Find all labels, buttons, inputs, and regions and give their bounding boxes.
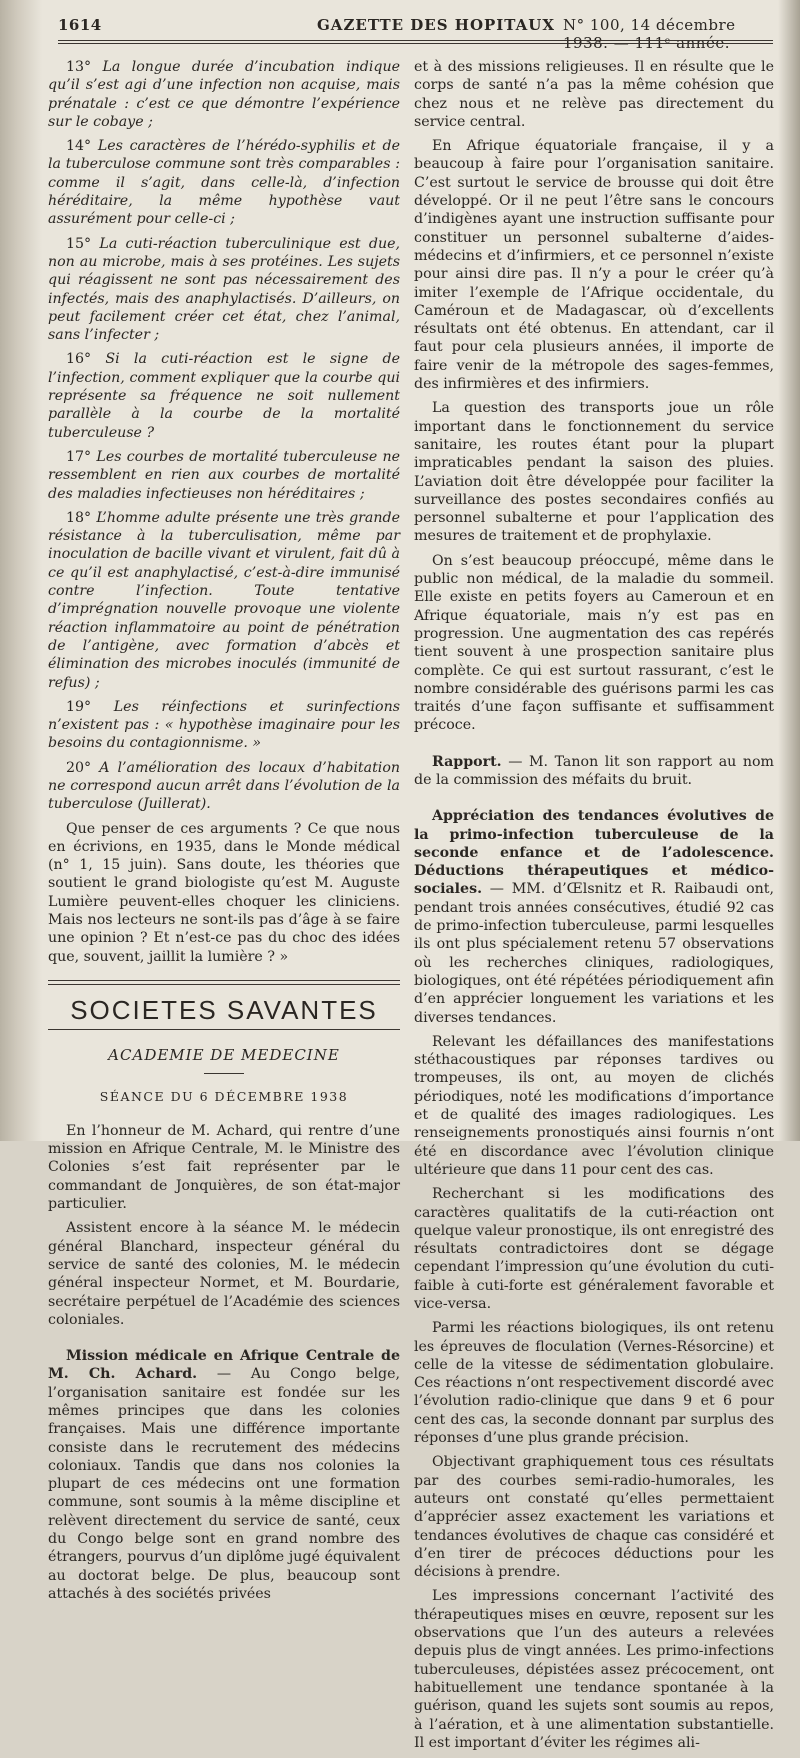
- paragraph: Objectivant graphiquement tous ces résultats par des courbes semi-radio-humorales, les auteurs ont constaté qu’elles permettaient d’apprécier assez exactement les variations et tendances évolutives de chaque cas considéré et d’en tirer de précoces déductions pour les décisions à prendre.: [414, 1454, 774, 1581]
- paragraph: Recherchant si les modifications des caractères qualitatifs de la cuti-réaction ont quelque valeur pronostique, ils ont enregistré des résultats contradictoires dont se dégage cependant l’impression qu’une évolution du cuti-faible à cuti-forte est généralement favorable et vice-versa.: [414, 1186, 774, 1312]
- paragraph: Parmi les réactions biologiques, ils ont retenu les épreuves de floculation (Vernes-Résorcine) et celle de la vitesse de sédimentation globulaire. Ces réactions n’ont respectivement discordé avec l’évolution radio-clinique que dans 9 et 6 pour cent des cas, la seconde donnant par surplus des réponses d’une plus grande précision.: [414, 1320, 774, 1447]
- section-rule: [48, 980, 400, 985]
- journal-title: GAZETTE DES HOPITAUX: [317, 16, 556, 34]
- list-item: 18° L’homme adulte présente une très grande résistance à la tuberculisation, même par inoculation de bacille vivant et virulent, fait dû à ce qu’il est anaphylactisé, c’est-à-dire immunisé contre l’infection. Toute tentative d’imprégnation nouvelle provoque une violente réaction inflammatoire au point de pénétration de l’antigène, avec formation d’abcès et élimination des microbes inoculés (immunité de refus) ;: [48, 509, 401, 691]
- rapport-heading: Rapport.: [432, 753, 502, 770]
- list-item: 16° Si la cuti-réaction est le signe de l’infection, comment expliquer que la courbe qui représente sa fréquence ne soit nullement parallèle à la courbe de la mortalité tuberculeuse ?: [48, 351, 400, 441]
- mission-paragraph: Mission médicale en Afrique Centrale de M. Ch. Achard. — Au Congo belge, l’organisation sanitaire est fondée sur les mêmes principes que dans les colonies françaises. Mais une différence importante consiste dans le recrutement des médecins coloniaux. Tandis que dans nos colonies la plupart de ces médecins ont une formation commune, sont soumis à la même discipline et relèvent directement du service de santé, ceux du Congo belge sont en grand nombre des étrangers, pourvus d’un diplôme jugé équivalent au doctorat belge. De plus, beaucoup sont attachés à des sociétés privées: [48, 1348, 400, 1602]
- paragraph: Relevant les défaillances des manifestations stéthacoustiques par réponses tardives ou trompeuses, ils ont, au moyen de clichés périodiques, noté les modifications d’importance et de qualité des images radiologiques. Les renseignements pronostiqués ainsi fournis n’ont été en discordance avec l’évolution clinique ultérieure que dans 11 pour cent des cas.: [414, 1033, 774, 1178]
- section-rule-bottom: [48, 1029, 400, 1030]
- list-item: 15° La cuti-réaction tuberculinique est due, non au microbe, mais à ses protéines. Les sujets qui réagissent ne sont pas nécessairement des infectés, mais des anaphylactisés. D’ailleurs, on peut facilement créer cet état, chez l’animal, sans l’infecter ;: [48, 235, 400, 344]
- short-rule: [204, 1073, 244, 1074]
- running-header: [58, 10, 773, 52]
- issue-info: N° 100, 14 décembre 1938. — 111ᵉ année.: [563, 16, 736, 52]
- paragraph: Les impressions concernant l’activité des thérapeutiques mises en œuvre, reposent sur les observations que l’un des auteurs a relevées depuis plus de vingt années. Les primo-infections tuberculeuses, dépistées assez précocement, ont habituellement une tendance spontanée à la guérison, quand les sujets sont soumis au repos, à l’aération, et à une alimentation substantielle. Il est important d’éviter les régimes ali-: [414, 1588, 774, 1751]
- paragraph: et à des missions religieuses. Il en résulte que le corps de santé n’a pas la même cohésion que chez nous et ne relève pas directement du service central.: [414, 59, 774, 130]
- page-gutter-shadow: [0, 0, 42, 1141]
- closing-paragraph: Que penser de ces arguments ? Ce que nous en écrivions, en 1935, dans le Monde médical (n° 1, 15 juin). Sans doute, les théories que soutient le grand biologiste qu’est M. Auguste Lumière peuvent-elles choquer les cliniciens. Mais nos lecteurs ne sont-ils pas d’âge à se faire une opinion ? Et n’est-ce pas du choc des idées que, souvent, jaillit la lumière ? »: [48, 820, 400, 965]
- header-rule: [58, 40, 773, 44]
- session-date: SÉANCE DU 6 DÉCEMBRE 1938: [99, 1088, 349, 1104]
- paragraph: On s’est beaucoup préoccupé, même dans le public non médical, de la maladie du sommeil. Elle existe en petits foyers au Cameroun et en Afrique équatoriale, mais n’y est pas en progression. Une augmentation des cas repérés tient souvent à une prospection sanitaire plus complète. Ce qui est surtout rassurant, c’est le nombre considérable des guérisons parmi les cas traités d’une façon suffisante et suffisamment précoce.: [414, 552, 774, 734]
- right-column: [414, 58, 774, 1758]
- appreciation-paragraph: Appréciation des tendances évolutives de la primo-infection tuberculeuse de la seconde enfance et de l’adolescence. Déductions thérapeutiques et médico-sociales. — MM. d’Œlsnitz et R. Raibaudi ont, pendant trois années consécutives, étudié 92 cas de primo-infection tuberculeuse, parmi lesquelles ils ont plus spécialement retenu 57 observations où les recherches cliniques, radiologiques, biologiques, ont été répétées périodiquement afin d’en apprécier longuement les variations et les diverses tendances.: [414, 808, 774, 1026]
- list-item: 13° La longue durée d’incubation indique qu’il s’est agi d’une infection non acquise, mais prénatale : c’est ce que démontre l’expérience sur le cobaye ;: [48, 59, 400, 130]
- page-edge-shadow: [778, 0, 800, 1141]
- list-item: 19° Les réinfections et surinfections n’existent pas : « hypothèse imaginaire pour les besoins du contagionnisme. »: [48, 698, 400, 752]
- subsection-title: ACADEMIE DE MEDECINE: [108, 1046, 340, 1065]
- section-title: SOCIETES SAVANTES: [70, 994, 378, 1025]
- paragraph: La question des transports joue un rôle important dans le fonctionnement du service sanitaire, les routes étant pour la plupart impraticables pendant la saison des pluies. L’aviation doit être développée pour faciliter la surveillance des postes secondaires confiés au personnel subalterne et pour l’application des mesures de traitement et de prophylaxie.: [414, 400, 774, 545]
- list-item: 14° Les caractères de l’hérédo-syphilis et de la tuberculose commune sont très comparables : comme il s’agit, dans celle-là, d’infection héréditaire, la même hypothèse vaut assurément pour celle-ci ;: [48, 138, 401, 228]
- rapport-paragraph: Rapport. — M. Tanon lit son rapport au nom de la commission des méfaits du bruit.: [414, 753, 775, 788]
- intro-paragraph: Assistent encore à la séance M. le médecin général Blanchard, inspecteur général du service de santé des colonies, M. le médecin général inspecteur Normet, et M. Bourdarie, secrétaire perpétuel de l’Académie des sciences coloniales.: [48, 1220, 400, 1328]
- intro-paragraph: En l’honneur de M. Achard, qui rentre d’une mission en Afrique Centrale, M. le Ministre des Colonies s’est fait représenter par le commandant de Jonquières, de son état-major particulier.: [48, 1122, 400, 1213]
- list-item: 20° A l’amélioration des locaux d’habitation ne correspond aucun arrêt dans l’évolution de la tuberculose (Juillerat).: [48, 759, 400, 813]
- appreciation-heading: Appréciation des tendances évolutives de la primo-infection tuberculeuse de la seconde enfance et de l’adolescence. Déductions thérapeutiques et médico-sociales.: [414, 808, 774, 898]
- left-column: [48, 58, 400, 1609]
- list-item: 17° Les courbes de mortalité tuberculeuse ne ressemblent en rien aux courbes de mortalité des maladies infectieuses non héréditaires ;: [48, 448, 400, 502]
- mission-heading: Mission médicale en Afrique Centrale de M. Ch. Achard.: [48, 1348, 400, 1383]
- paragraph: En Afrique équatoriale française, il y a beaucoup à faire pour l’organisation sanitaire. C’est surtout le service de brousse qui doit être développé. Or il ne peut l’être sans le concours d’indigènes ayant une instruction suffisante pour constituer un personnel subalterne d’aides-médecins et d’infirmiers, et ce personnel n’existe pour ainsi dire pas. Il n’y a pour le créer qu’à imiter l’exemple de l’Afrique occidentale, du Caméroun et de Madagascar, où d’excellents résultats ont été obtenus. En attendant, car il faut pour cela plusieurs années, il importe de faire venir de la métropole des sages-femmes, des infirmières et des infirmiers.: [414, 138, 774, 393]
- page-number: 1614: [58, 16, 102, 34]
